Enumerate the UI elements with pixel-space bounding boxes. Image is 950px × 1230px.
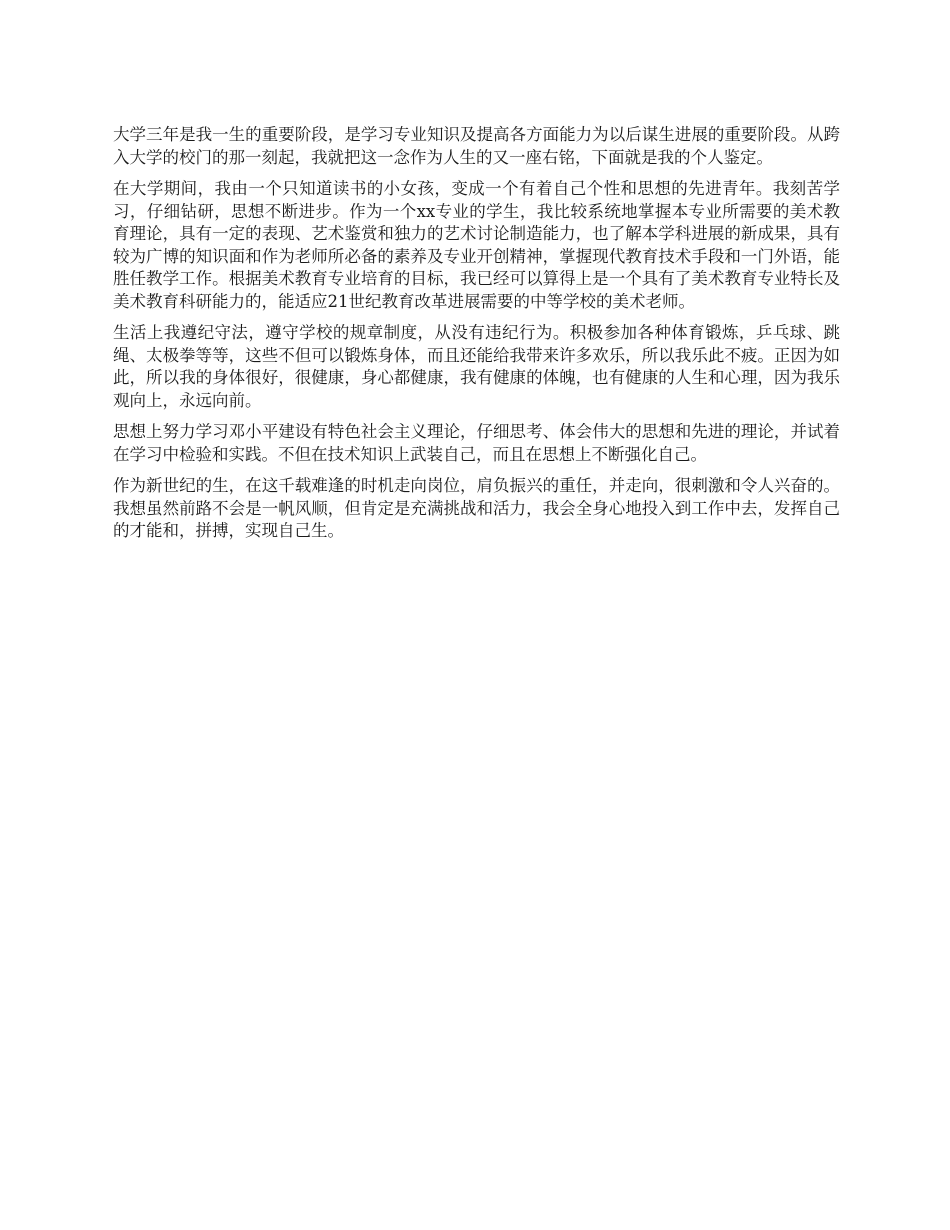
paragraph-outlook: 作为新世纪的生，在这千载难逢的时机走向岗位，肩负振兴的重任，并走向，很刺激和令人兴奋的。我想虽然前路不会是一帆风顺，但肯定是充满挑战和活力，我会全身心地投入到工作中去，发挥自己的才能和，拼搏，实现自己生。 — [113, 476, 840, 540]
paragraph-study: 在大学期间，我由一个只知道读书的小女孩，变成一个有着自己个性和思想的先进青年。我刻苦学习，仔细钻研，思想不断进步。作为一个xx专业的学生，我比较系统地掌握本专业所需要的美术教育理论，具有一定的表现、艺术鉴赏和独力的艺术讨论制造能力，也了解本学科进展的新成果，具有较为广博的知识面和作为老师所必备的素养及专业开创精神，掌握现代教育技术手段和一门外语，能胜任教学工作。根据美术教育专业培育的目标，我已经可以算得上是一个具有了美术教育专业特长及美术教育科研能力的，能适应21世纪教育改革进展需要的中等学校的美术老师。 — [113, 179, 840, 311]
paragraph-thought: 思想上努力学习邓小平建设有特色社会主义理论，仔细思考、体会伟大的思想和先进的理论，并试着在学习中检验和实践。不但在技术知识上武装自己，而且在思想上不断强化自己。 — [113, 422, 840, 464]
paragraph-life: 生活上我遵纪守法，遵守学校的规章制度，从没有违纪行为。积极参加各种体育锻炼，乒乓球、跳绳、太极拳等等，这些不但可以锻炼身体，而且还能给我带来许多欢乐，所以我乐此不疲。正因为如此，所以我的身体很好，很健康，身心都健康，我有健康的体魄，也有健康的人生和心理，因为我乐观向上，永远向前。 — [113, 323, 840, 410]
paragraph-intro: 大学三年是我一生的重要阶段，是学习专业知识及提高各方面能力为以后谋生进展的重要阶段。从跨入大学的校门的那一刻起，我就把这一念作为人生的又一座右铭，下面就是我的个人鉴定。 — [113, 125, 840, 167]
document-body — [113, 124, 840, 552]
